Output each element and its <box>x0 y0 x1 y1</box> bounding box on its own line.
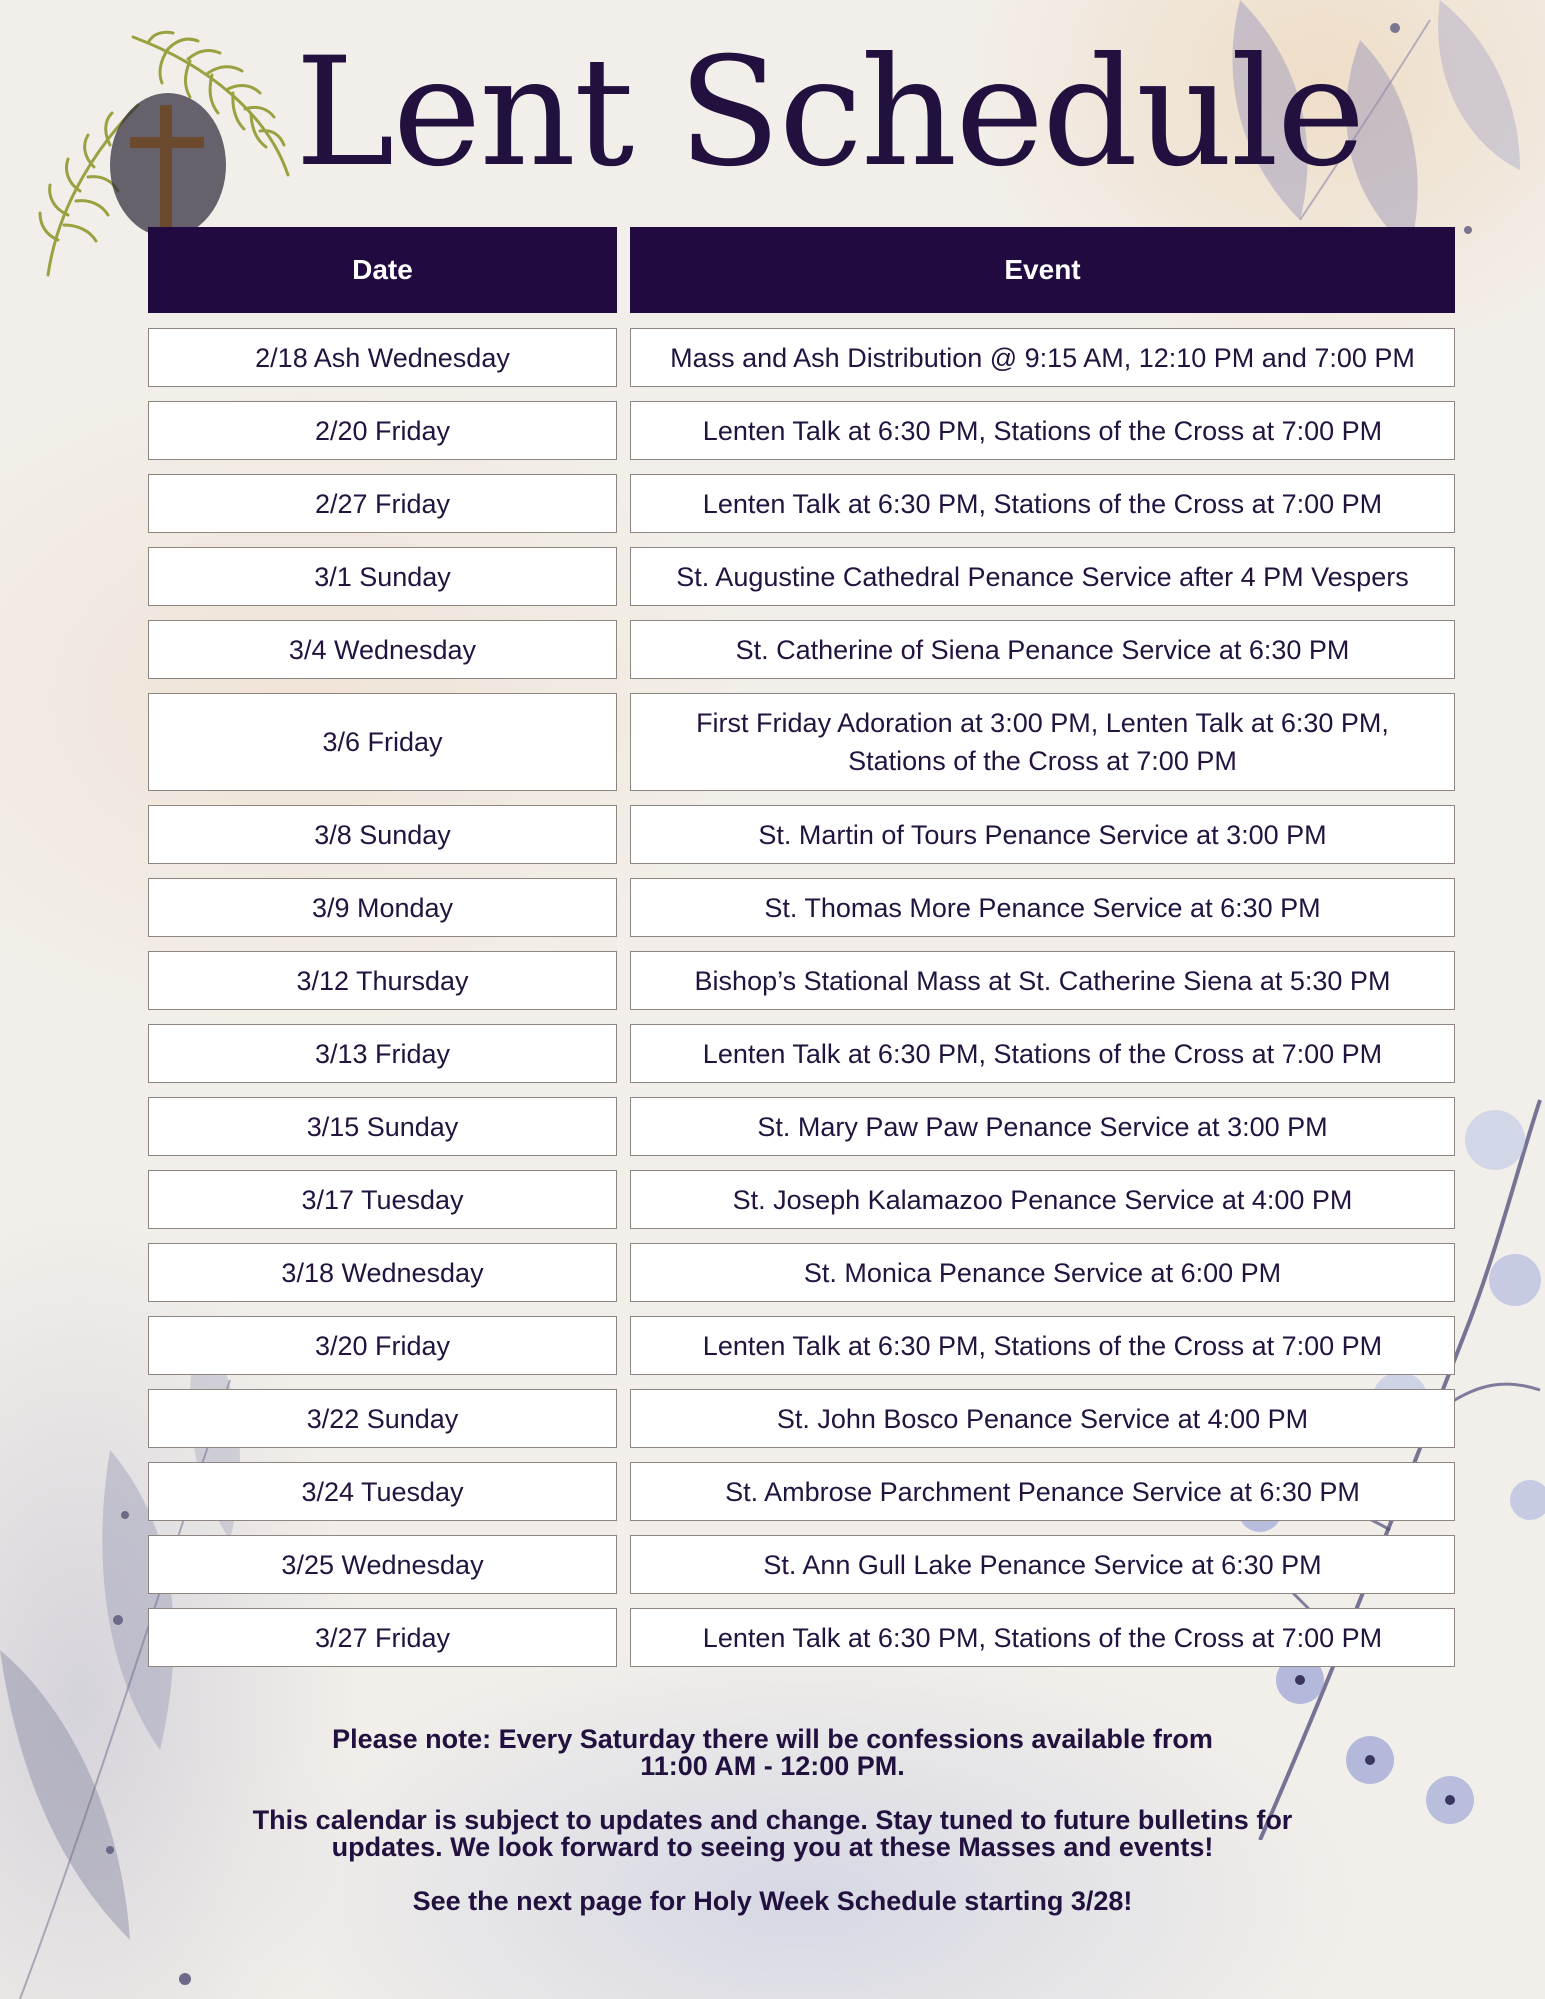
table-row <box>148 1097 1455 1156</box>
event-cell: St. Catherine of Siena Penance Service at 6:30 PM <box>630 620 1455 679</box>
table-row <box>148 1170 1455 1229</box>
event-cell: St. Ann Gull Lake Penance Service at 6:30 PM <box>630 1535 1455 1594</box>
date-cell: 3/24 Tuesday <box>148 1462 617 1521</box>
event-cell: St. Thomas More Penance Service at 6:30 PM <box>630 878 1455 937</box>
date-column-header: Date <box>148 227 617 313</box>
event-cell: St. Joseph Kalamazoo Penance Service at 4:00 PM <box>630 1170 1455 1229</box>
event-cell: Lenten Talk at 6:30 PM, Stations of the Cross at 7:00 PM <box>630 1316 1455 1375</box>
table-row <box>148 547 1455 606</box>
date-cell: 3/22 Sunday <box>148 1389 617 1448</box>
table-row <box>148 401 1455 460</box>
confession-note-line: Please note: Every Saturday there will be confessions available from <box>332 1724 1213 1754</box>
holy-week-note: See the next page for Holy Week Schedule starting 3/28! <box>412 1886 1133 1916</box>
updates-note-line: This calendar is subject to updates and change. Stay tuned to future bulletins for <box>252 1805 1293 1835</box>
date-cell: 3/1 Sunday <box>148 547 617 606</box>
event-cell: Lenten Talk at 6:30 PM, Stations of the Cross at 7:00 PM <box>630 1024 1455 1083</box>
event-cell: St. Mary Paw Paw Penance Service at 3:00 PM <box>630 1097 1455 1156</box>
date-cell: 3/17 Tuesday <box>148 1170 617 1229</box>
table-row <box>148 1535 1455 1594</box>
table-row <box>148 620 1455 679</box>
date-cell: 2/20 Friday <box>148 401 617 460</box>
event-cell-line: First Friday Adoration at 3:00 PM, Lenten Talk at 6:30 PM, <box>696 708 1389 738</box>
event-cell: Lenten Talk at 6:30 PM, Stations of the Cross at 7:00 PM <box>630 401 1455 460</box>
table-row <box>148 1462 1455 1521</box>
table-row <box>148 805 1455 864</box>
event-cell: St. Ambrose Parchment Penance Service at 6:30 PM <box>630 1462 1455 1521</box>
event-cell-line: Stations of the Cross at 7:00 PM <box>848 746 1237 776</box>
updates-note <box>150 1807 1395 1861</box>
event-cell: St. Monica Penance Service at 6:00 PM <box>630 1243 1455 1302</box>
schedule-table <box>148 328 1455 1681</box>
table-row <box>148 1389 1455 1448</box>
event-column-header: Event <box>630 227 1455 313</box>
table-row <box>148 693 1455 791</box>
table-row <box>148 1608 1455 1667</box>
event-cell: Lenten Talk at 6:30 PM, Stations of the Cross at 7:00 PM <box>630 1608 1455 1667</box>
table-row <box>148 878 1455 937</box>
date-cell: 2/27 Friday <box>148 474 617 533</box>
date-cell: 3/9 Monday <box>148 878 617 937</box>
date-cell: 3/25 Wednesday <box>148 1535 617 1594</box>
date-cell: 3/6 Friday <box>148 693 617 791</box>
date-cell: 3/12 Thursday <box>148 951 617 1010</box>
table-row <box>148 474 1455 533</box>
date-cell: 2/18 Ash Wednesday <box>148 328 617 387</box>
page-title: Lent Schedule <box>295 26 1364 200</box>
date-cell: 3/8 Sunday <box>148 805 617 864</box>
event-cell: Mass and Ash Distribution @ 9:15 AM, 12:10 PM and 7:00 PM <box>630 328 1455 387</box>
updates-note-line: updates. We look forward to seeing you at these Masses and events! <box>331 1832 1214 1862</box>
date-cell: 3/27 Friday <box>148 1608 617 1667</box>
confession-note <box>150 1726 1395 1780</box>
event-cell: St. Martin of Tours Penance Service at 3:00 PM <box>630 805 1455 864</box>
date-cell: 3/13 Friday <box>148 1024 617 1083</box>
table-row <box>148 1316 1455 1375</box>
event-cell: St. John Bosco Penance Service at 4:00 PM <box>630 1389 1455 1448</box>
event-cell: St. Augustine Cathedral Penance Service after 4 PM Vespers <box>630 547 1455 606</box>
event-cell: Bishop’s Stational Mass at St. Catherine Siena at 5:30 PM <box>630 951 1455 1010</box>
table-row <box>148 328 1455 387</box>
confession-note-line: 11:00 AM - 12:00 PM. <box>640 1751 905 1781</box>
date-cell: 3/15 Sunday <box>148 1097 617 1156</box>
table-row <box>148 1024 1455 1083</box>
date-cell: 3/4 Wednesday <box>148 620 617 679</box>
table-row <box>148 1243 1455 1302</box>
date-cell: 3/18 Wednesday <box>148 1243 617 1302</box>
table-row <box>148 951 1455 1010</box>
date-cell: 3/20 Friday <box>148 1316 617 1375</box>
footer-notes <box>150 1726 1395 1942</box>
event-cell: Lenten Talk at 6:30 PM, Stations of the Cross at 7:00 PM <box>630 474 1455 533</box>
event-cell <box>630 693 1455 791</box>
